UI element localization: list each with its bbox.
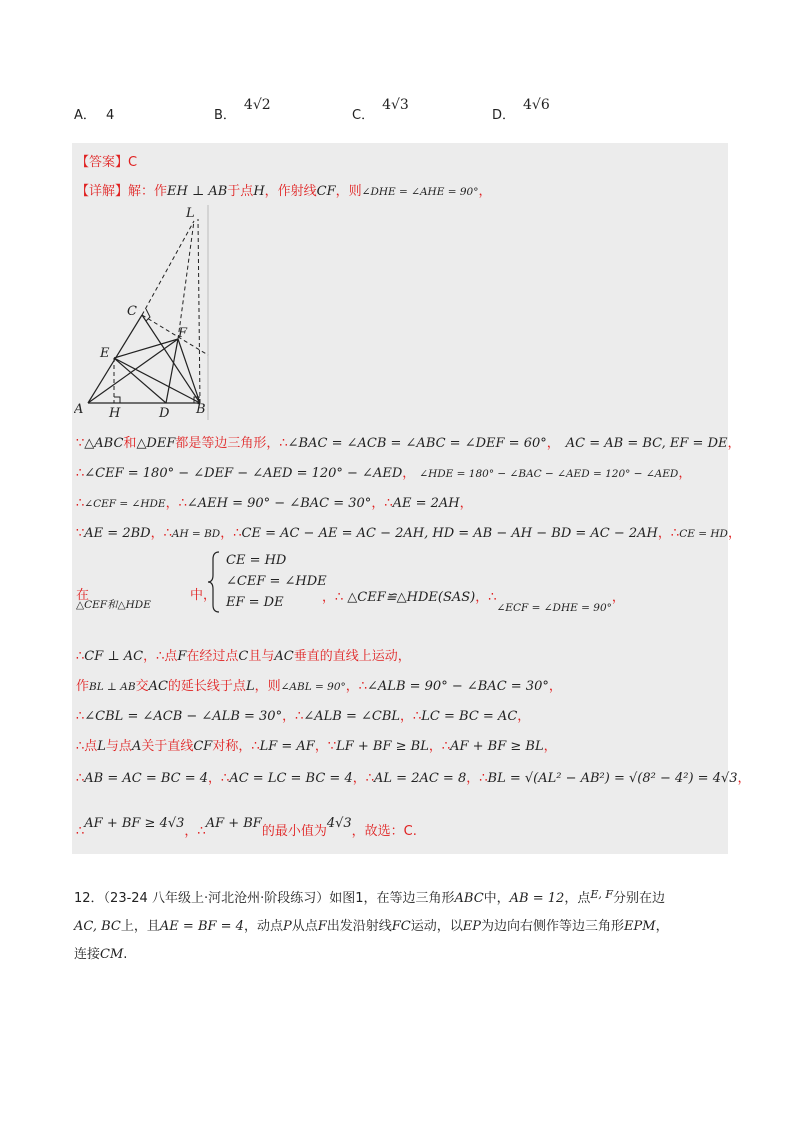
label-c: C (127, 304, 137, 319)
formula: AE = 2AH (392, 496, 460, 511)
label-b: B (196, 402, 206, 417)
formula: AC (148, 679, 168, 694)
text: ∴ (76, 466, 85, 481)
text: ，∴ (400, 709, 422, 724)
text: ，故选：C. (351, 824, 417, 839)
text: ， (727, 436, 741, 451)
step-11 (76, 816, 417, 839)
segment-cl (142, 221, 194, 315)
text: ，动点 (243, 919, 283, 934)
text: ，∴ (150, 526, 172, 541)
answer-value: C (128, 155, 138, 170)
formula: ∠ABL = 90° (280, 681, 346, 693)
formula: AC = LC = BC = 4 (229, 771, 353, 786)
label-f: F (178, 326, 188, 341)
equation-system (226, 550, 327, 613)
formula: BL = √(AL² − AB²) = √(8² − 4²) = 4√3 (487, 771, 738, 786)
option-letter: B． (214, 108, 236, 123)
segment-bl (198, 219, 200, 403)
text: . (123, 947, 128, 962)
text: ∴点 (76, 739, 98, 754)
label-h: H (109, 406, 121, 420)
text: ，∵ (314, 739, 337, 754)
formula: ∠AEH = 90° − ∠BAC = 30° (186, 496, 372, 511)
text: 于点 (227, 184, 254, 199)
text: 关于直线 (141, 739, 194, 754)
text: ，∴点 (143, 649, 178, 664)
formula: AL = 2AC = 8 (374, 771, 467, 786)
text: ∴ (76, 771, 85, 786)
geometry-figure (74, 205, 210, 420)
formula: F (317, 919, 327, 934)
option-a (74, 104, 114, 123)
point-label: L (245, 679, 255, 694)
formula: AB = 12 (509, 891, 565, 906)
formula: AF + BF (205, 816, 262, 831)
point-label: F (177, 649, 187, 664)
formula: ∠ALB = 90° − ∠BAC = 30° (367, 679, 549, 694)
text: ，作射线 (264, 184, 317, 199)
step-8 (76, 705, 530, 724)
text: ， (459, 496, 473, 511)
formula: LC = BC = AC (421, 709, 518, 724)
text: 为边向右侧作等边三角形 (481, 919, 625, 934)
formula: ∠BAC = ∠ACB = ∠ABC = ∠DEF = 60° (287, 436, 547, 451)
formula: 4√3 (326, 816, 352, 831)
option-letter: A． (74, 108, 96, 123)
text: ， (611, 590, 625, 605)
formula: CE = HD (679, 528, 728, 540)
formula: △CEF≌△HDE(SAS) (347, 590, 476, 605)
step-10 (76, 767, 751, 786)
step-5-triangles (76, 597, 151, 612)
text: 在经过点 (186, 649, 239, 664)
text: ， (517, 709, 531, 724)
question-12-line-1 (74, 888, 669, 910)
step-1 (76, 432, 741, 451)
formula: △DEF (136, 436, 176, 451)
formula: CF (193, 739, 213, 754)
text: ， (402, 466, 416, 481)
text: 对称，∴ (212, 739, 260, 754)
formula: AH = BD (171, 528, 221, 540)
system-line-1: CE = HD (226, 553, 287, 568)
answer-label: 【答案】 (76, 155, 129, 170)
detail-label: 【详解】 (76, 184, 129, 199)
right-angle-h (114, 397, 120, 403)
system-brace (207, 551, 221, 613)
formula: LF = AF (259, 739, 315, 754)
text: ，∴ (475, 590, 497, 605)
text: ， (737, 771, 751, 786)
text: ∵ (76, 526, 85, 541)
point-label: L (97, 739, 106, 754)
text: ， (678, 466, 692, 481)
text: 中， (190, 588, 217, 603)
text: 在 (76, 588, 90, 603)
text: ∴ (76, 824, 85, 839)
text: ∴ (76, 709, 85, 724)
formula: AC (274, 649, 294, 664)
formula: E, F (590, 888, 613, 901)
option-b (214, 97, 271, 123)
formula: AE = 2BD (84, 526, 151, 541)
option-value: 4 (106, 108, 115, 123)
text: ，∴ (184, 824, 206, 839)
text: ，∴ (371, 496, 393, 511)
formula: AB = AC = BC = 4 (84, 771, 209, 786)
text: ，∴ (282, 709, 304, 724)
formula: EH ⊥ AB (167, 184, 228, 199)
question-12 (74, 888, 669, 966)
option-value: 4√3 (382, 97, 409, 113)
text: 分别在边 (612, 891, 665, 906)
formula: AF + BF ≥ 4√3 (84, 816, 185, 831)
option-d (492, 97, 550, 123)
formula: △CEF和△HDE (76, 599, 151, 611)
label-e: E (100, 346, 110, 361)
text: 与点 (105, 739, 132, 754)
text: ，∴ (322, 590, 344, 605)
option-letter: D． (492, 108, 516, 123)
label-d: D (159, 406, 170, 420)
formula: P (282, 919, 292, 934)
text: 且与 (248, 649, 275, 664)
triangle-diagram (74, 205, 210, 420)
text: ，∴ (352, 771, 375, 786)
formula: CE = AC − AE = AC − 2AH, HD = AB − AH − BD = AC − 2AH (241, 526, 658, 541)
right-angle-marks (114, 309, 200, 403)
formula: AF + BF ≥ BL (450, 739, 544, 754)
text: ∵ (76, 436, 85, 451)
formula: ∠ALB = ∠CBL (303, 709, 401, 724)
step-7 (76, 675, 562, 694)
detail-intro (76, 180, 491, 199)
text: ，则 (254, 679, 281, 694)
text: ， (548, 679, 562, 694)
step-4 (76, 522, 741, 541)
text: ，∴ (466, 771, 488, 786)
text: ，∴ (428, 739, 451, 754)
text: 都是等边三角形，∴ (175, 436, 288, 451)
text: 运动，以 (410, 919, 463, 934)
text: ， (543, 739, 557, 754)
answer-options (74, 97, 714, 130)
text: ， (655, 919, 669, 934)
point-labels (74, 206, 206, 420)
formula: △ABC (84, 436, 124, 451)
text: 如图1，在等边三角形 (329, 891, 455, 906)
text: 中， (483, 891, 510, 906)
formula: ABC (454, 891, 484, 906)
option-letter: C． (352, 108, 375, 123)
option-value: 4√2 (243, 97, 271, 113)
text: ， (546, 436, 560, 451)
text: 交 (135, 679, 149, 694)
step-3 (76, 492, 473, 511)
formula: CF (316, 184, 336, 199)
point-label: A (131, 739, 142, 754)
option-c (352, 97, 409, 123)
text: 和 (123, 436, 137, 451)
formula: CF ⊥ AC (84, 649, 144, 664)
formula: AC = AB = BC, EF = DE (565, 436, 728, 451)
ray-cf (142, 315, 208, 355)
text: 的延长线于点 (167, 679, 246, 694)
text: ，点 (564, 891, 591, 906)
text: ，∴ (165, 496, 187, 511)
option-value: 4√6 (523, 97, 550, 113)
text: ，∴ (657, 526, 680, 541)
formula: AC, BC (74, 919, 121, 934)
text: ， (478, 184, 492, 199)
formula: AE = BF = 4 (159, 919, 244, 934)
text: ，∴ (345, 679, 368, 694)
text: ∴ (76, 496, 85, 511)
text: 的最小值为 (261, 824, 327, 839)
text: 作 (76, 679, 90, 694)
formula: EP (462, 919, 482, 934)
formula: FC (391, 919, 411, 934)
segment-fd (166, 339, 178, 403)
formula: LF + BF ≥ BL (336, 739, 429, 754)
formula: ∠CBL = ∠ACB − ∠ALB = 30° (84, 709, 283, 724)
text: ∴ (76, 649, 85, 664)
formula: ∠CEF = 180° − ∠DEF − ∠AED = 120° − ∠AED (84, 466, 403, 481)
step-6 (76, 645, 411, 664)
formula: ∠DHE = ∠AHE = 90° (361, 186, 479, 198)
text: 上，且 (120, 919, 160, 934)
formula: CM (100, 947, 124, 962)
system-line-2: ∠CEF = ∠HDE (226, 574, 327, 589)
question-12-line-3 (74, 944, 669, 966)
step-9 (76, 735, 557, 754)
question-source: （23-24 八年级上·河北沧州·阶段练习） (103, 891, 330, 906)
text: ，∴ (208, 771, 230, 786)
text: 从点 (291, 919, 318, 934)
text: ，∴ (220, 526, 242, 541)
segment-fl (178, 221, 194, 339)
text: ，则 (335, 184, 362, 199)
point-label: H (253, 184, 265, 199)
question-number: 12． (74, 891, 104, 906)
question-12-line-2 (74, 916, 669, 938)
text: 解：作 (128, 184, 168, 199)
formula: BL ⊥ AB (89, 681, 136, 693)
label-l: L (186, 206, 195, 221)
point-label: C (238, 649, 249, 664)
text: 垂直的直线上运动， (293, 649, 411, 664)
text: 连接 (74, 947, 101, 962)
system-line-3: EF = DE (226, 595, 284, 610)
answer-line (76, 151, 137, 170)
formula: ∠HDE = 180° − ∠BAC − ∠AED = 120° − ∠AED (419, 468, 679, 480)
formula: ∠CEF = ∠HDE (84, 498, 166, 510)
label-a: A (74, 402, 84, 417)
formula: ∠ECF = ∠DHE = 90° (496, 602, 612, 614)
step-2 (76, 462, 691, 481)
text: 出发沿射线 (326, 919, 392, 934)
formula: EPM (624, 919, 656, 934)
text: ， (727, 526, 741, 541)
